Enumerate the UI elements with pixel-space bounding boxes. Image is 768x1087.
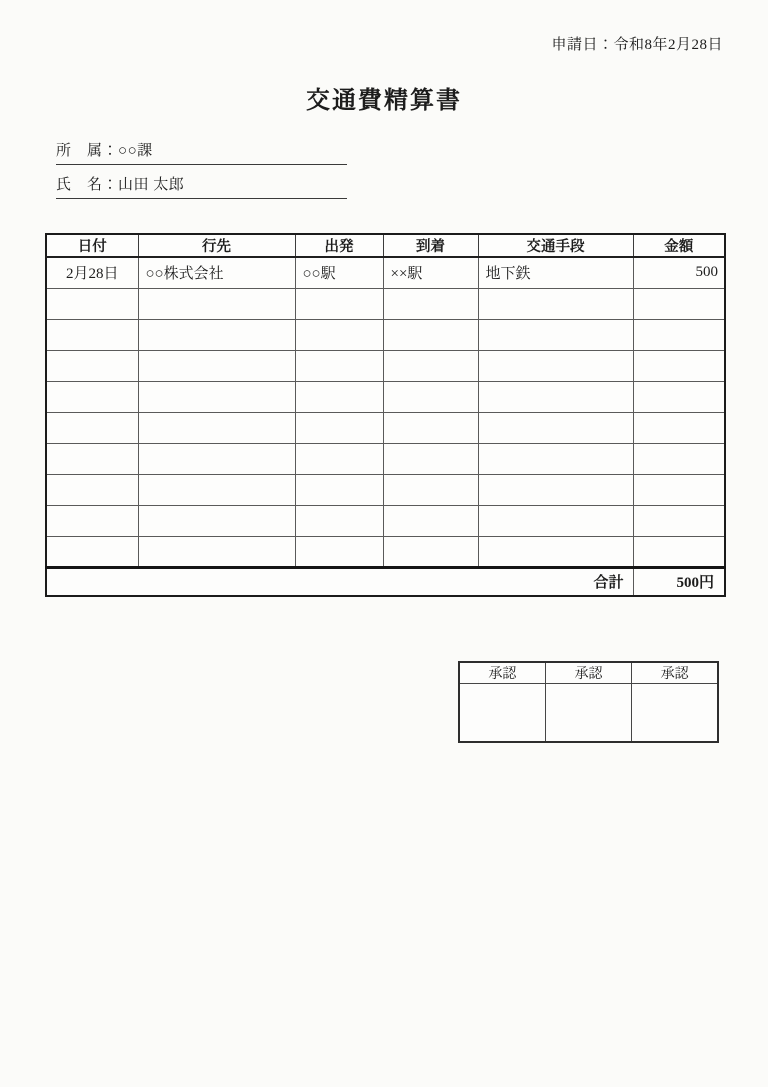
empty-cell: [478, 381, 633, 412]
empty-cell: [478, 319, 633, 350]
name-label: 氏 名：: [56, 177, 119, 193]
approval-header-2: 承認: [545, 662, 631, 684]
empty-cell: [295, 505, 383, 536]
cell-destination: ○○株式会社: [138, 257, 295, 288]
expense-empty-row: [46, 350, 725, 381]
column-header-destination: 行先: [138, 234, 295, 257]
expense-data-row: [46, 257, 725, 288]
empty-cell: [138, 474, 295, 505]
cell-date: 2月28日: [46, 257, 138, 288]
empty-cell: [46, 350, 138, 381]
empty-cell: [478, 412, 633, 443]
empty-cell: [633, 474, 725, 505]
empty-cell: [138, 381, 295, 412]
empty-cell: [138, 350, 295, 381]
expense-empty-row: [46, 412, 725, 443]
expense-empty-row: [46, 474, 725, 505]
empty-cell: [138, 288, 295, 319]
name-field: [56, 173, 347, 199]
empty-cell: [295, 350, 383, 381]
department-field: [56, 139, 347, 165]
empty-cell: [46, 443, 138, 474]
department-label: 所 属：: [56, 143, 119, 159]
empty-cell: [295, 443, 383, 474]
empty-cell: [295, 381, 383, 412]
cell-amount: 500: [633, 257, 725, 288]
empty-cell: [478, 474, 633, 505]
empty-cell: [46, 505, 138, 536]
empty-cell: [383, 350, 478, 381]
empty-cell: [633, 536, 725, 567]
expense-empty-row: [46, 505, 725, 536]
department-value: ○○課: [118, 143, 153, 159]
approval-stamp-row: [459, 684, 718, 742]
page-title: 交通費精算書: [306, 88, 462, 114]
empty-cell: [46, 412, 138, 443]
column-header-amount: 金額: [633, 234, 725, 257]
empty-cell: [46, 474, 138, 505]
expense-empty-rows: [46, 288, 725, 567]
empty-cell: [633, 412, 725, 443]
expense-empty-row: [46, 381, 725, 412]
expense-empty-row: [46, 443, 725, 474]
expense-total-row: [46, 567, 725, 596]
empty-cell: [138, 319, 295, 350]
approval-header-row: [459, 662, 718, 684]
expense-empty-row: [46, 536, 725, 567]
approval-stamp-row-container: [459, 684, 718, 742]
empty-cell: [478, 350, 633, 381]
empty-cell: [46, 288, 138, 319]
cell-departure: ○○駅: [295, 257, 383, 288]
cell-arrival: ××駅: [383, 257, 478, 288]
approval-table: [458, 661, 719, 743]
empty-cell: [478, 505, 633, 536]
empty-cell: [295, 412, 383, 443]
empty-cell: [138, 536, 295, 567]
column-header-departure: 出発: [295, 234, 383, 257]
expense-body: [46, 257, 725, 288]
application-date: 申請日：令和8年2月28日: [551, 37, 723, 53]
empty-cell: [633, 350, 725, 381]
empty-cell: [633, 319, 725, 350]
column-header-date: 日付: [46, 234, 138, 257]
empty-cell: [383, 319, 478, 350]
empty-cell: [383, 505, 478, 536]
cell-transport: 地下鉄: [478, 257, 633, 288]
empty-cell: [295, 536, 383, 567]
empty-cell: [46, 381, 138, 412]
total-value: 500円: [633, 567, 725, 596]
approval-header-1: 承認: [459, 662, 545, 684]
empty-cell: [633, 288, 725, 319]
approval-header-3: 承認: [632, 662, 718, 684]
empty-cell: [138, 412, 295, 443]
empty-cell: [138, 443, 295, 474]
empty-cell: [383, 288, 478, 319]
approval-stamp-cell-2: [545, 684, 631, 742]
empty-cell: [478, 536, 633, 567]
empty-cell: [383, 443, 478, 474]
column-header-arrival: 到着: [383, 234, 478, 257]
empty-cell: [295, 288, 383, 319]
empty-cell: [633, 505, 725, 536]
approval-stamp-cell-1: [459, 684, 545, 742]
empty-cell: [383, 474, 478, 505]
empty-cell: [633, 381, 725, 412]
name-value: 山田 太郎: [118, 177, 185, 193]
empty-cell: [295, 319, 383, 350]
expense-empty-row: [46, 319, 725, 350]
column-header-transport: 交通手段: [478, 234, 633, 257]
expense-empty-row: [46, 288, 725, 319]
empty-cell: [383, 412, 478, 443]
total-label: 合計: [46, 567, 633, 596]
empty-cell: [138, 505, 295, 536]
expense-header-row: [46, 234, 725, 257]
empty-cell: [46, 536, 138, 567]
empty-cell: [46, 319, 138, 350]
empty-cell: [383, 536, 478, 567]
empty-cell: [633, 443, 725, 474]
empty-cell: [383, 381, 478, 412]
empty-cell: [478, 443, 633, 474]
empty-cell: [295, 474, 383, 505]
expense-table: [45, 233, 726, 597]
approval-stamp-cell-3: [632, 684, 718, 742]
empty-cell: [478, 288, 633, 319]
